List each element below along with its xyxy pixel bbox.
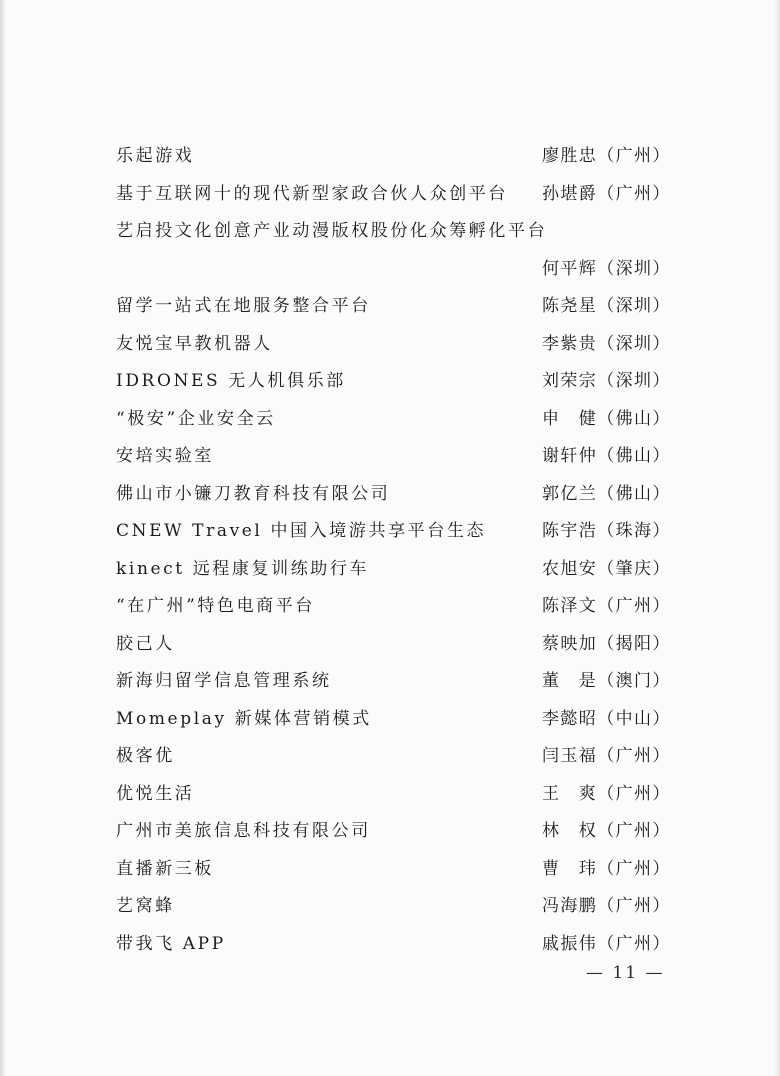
list-item [0,626,780,664]
project-title: 佛山市小镰刀教育科技有限公司 [116,483,391,504]
project-title: Momeplay 新媒体营销模式 [116,708,372,729]
person-name-city: 孙堪爵（广州） [542,183,671,204]
project-title: kinect 远程康复训练助行车 [116,558,370,579]
person-name-city: 郭亿兰（佛山） [542,483,671,504]
project-title: 留学一站式在地服务整合平台 [116,296,371,316]
list-item [0,213,780,251]
list-item [0,663,780,701]
list-item [0,588,780,626]
project-list [0,138,780,963]
list-item [0,251,780,289]
list-item [0,476,780,514]
project-title: “极安”企业安全云 [116,408,276,429]
person-name-city: 王 爽（广州） [542,783,671,804]
person-name-city: 谢轩仲（佛山） [542,446,671,466]
project-title: 胶己人 [116,633,175,654]
list-item [0,363,780,401]
project-title: 优悦生活 [116,783,195,804]
list-item [0,176,780,214]
person-name-city: 陈宇浩（珠海） [542,521,671,541]
project-title: 新海归留学信息管理系统 [116,671,332,691]
project-title: “在广州”特色电商平台 [116,596,315,616]
person-name-city: 刘荣宗（深圳） [542,371,671,391]
project-title: 乐起游戏 [116,146,195,166]
person-name-city: 曹 玮（广州） [542,858,671,879]
project-title: 带我飞 APP [116,933,226,954]
project-title: CNEW Travel 中国入境游共享平台生态 [116,521,487,541]
person-name-city: 戚振伟（广州） [542,933,671,954]
list-item [0,288,780,326]
person-name-city: 农旭安（肇庆） [542,558,671,579]
list-item [0,438,780,476]
project-title: 友悦宝早教机器人 [116,333,273,354]
project-title: IDRONES 无人机俱乐部 [116,371,346,391]
project-title: 艺窝蜂 [116,896,175,916]
person-name-city: 董 是（澳门） [542,671,671,691]
project-title: 极客优 [116,746,175,766]
list-item [0,888,780,926]
list-item [0,326,780,364]
project-title: 广州市美旅信息科技有限公司 [116,821,371,841]
person-name-city: 李紫贵（深圳） [542,333,671,354]
person-name-city: 冯海鹏（广州） [542,896,671,916]
person-name-city: 申 健（佛山） [542,408,671,429]
person-name-city: 何平辉（深圳） [542,258,671,279]
project-title: 安培实验室 [116,446,214,466]
list-item [0,738,780,776]
list-item [0,851,780,889]
person-name-city: 林 权（广州） [542,821,671,841]
list-item [0,401,780,439]
person-name-city: 廖胜忠（广州） [542,146,671,166]
person-name-city: 蔡映加（揭阳） [542,633,671,654]
list-item [0,138,780,176]
person-name-city: 陈泽文（广州） [542,596,671,616]
person-name-city: 李懿昭（中山） [542,708,671,729]
project-title: 基于互联网十的现代新型家政合伙人众创平台 [116,183,508,204]
person-name-city: 闫玉福（广州） [542,746,671,766]
project-title: 艺启投文化创意产业动漫版权股份化众筹孵化平台 [116,221,548,241]
list-item [0,701,780,739]
list-item [0,813,780,851]
project-title: 直播新三板 [116,858,214,879]
person-name-city: 陈尧星（深圳） [542,296,671,316]
list-item [0,776,780,814]
page-number: — 11 — [586,963,665,983]
list-item [0,513,780,551]
list-item [0,551,780,589]
